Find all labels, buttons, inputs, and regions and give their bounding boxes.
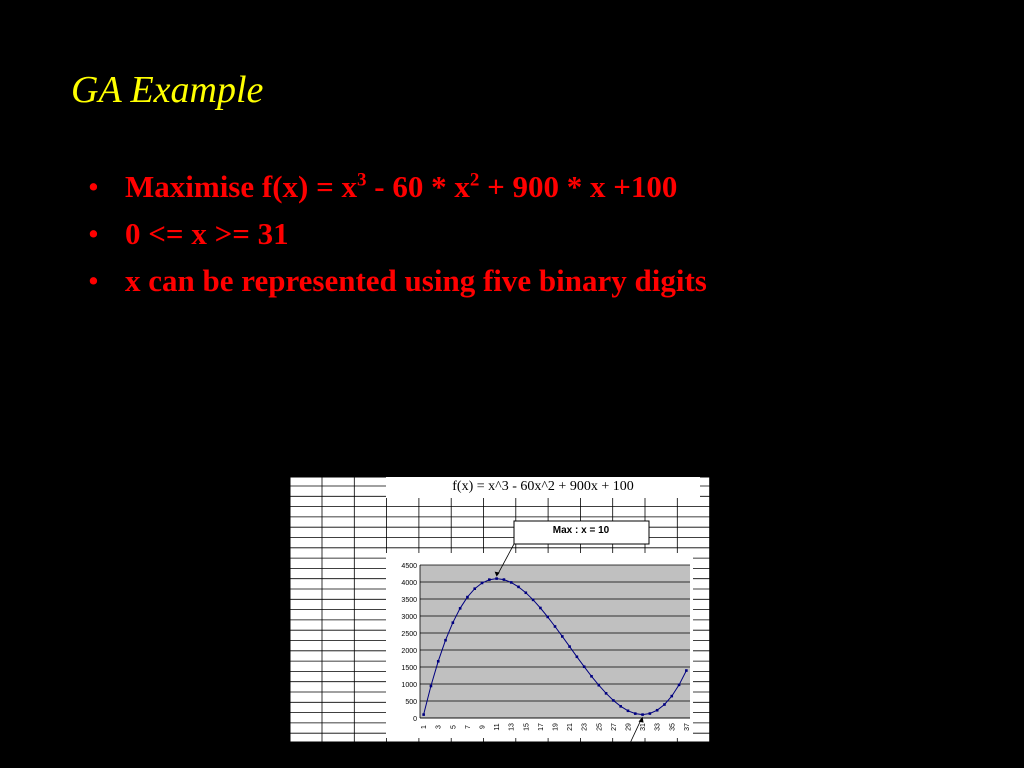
data-point	[525, 591, 528, 594]
data-point	[561, 635, 564, 638]
bullet-marker: •	[88, 169, 99, 204]
x-tick-label: 31	[640, 723, 648, 731]
y-tick-label: 2500	[401, 631, 417, 638]
data-point	[444, 639, 447, 642]
binary-text: x can be represented using five binary digits	[125, 263, 707, 298]
data-point	[678, 684, 681, 687]
data-point	[510, 581, 513, 584]
x-tick-label: 27	[610, 723, 618, 731]
plot-layer	[401, 544, 690, 742]
y-tick-label: 1000	[401, 682, 417, 689]
y-tick-label: 3000	[401, 614, 417, 621]
x-tick-label: 23	[581, 723, 589, 731]
data-point	[597, 684, 600, 687]
data-point	[473, 587, 476, 590]
y-tick-label: 2000	[401, 648, 417, 655]
chart-embed	[290, 477, 710, 742]
data-point	[546, 616, 549, 619]
data-point	[481, 582, 484, 585]
data-point	[576, 655, 579, 658]
exponent-2: 2	[469, 169, 480, 191]
data-point	[437, 660, 440, 663]
x-tick-label: 1	[421, 725, 429, 729]
data-point	[430, 685, 433, 688]
data-point	[641, 713, 644, 716]
data-point	[656, 709, 659, 712]
data-point	[685, 669, 688, 672]
data-point	[495, 577, 498, 580]
y-tick-label: 500	[405, 699, 417, 706]
x-tick-label: 29	[625, 723, 633, 731]
x-tick-label: 13	[508, 723, 516, 731]
y-tick-label: 4000	[401, 580, 417, 587]
data-point	[663, 703, 666, 706]
data-point	[517, 586, 520, 589]
data-point	[619, 705, 622, 708]
bullet-marker: •	[88, 216, 99, 251]
x-tick-label: 17	[537, 723, 545, 731]
data-point	[539, 607, 542, 610]
data-point	[488, 578, 491, 581]
data-point	[670, 695, 673, 698]
x-tick-label: 25	[596, 723, 604, 731]
function-mid: - 60 * x	[366, 169, 470, 204]
y-tick-label: 4500	[401, 563, 417, 570]
data-point	[627, 709, 630, 712]
annotation-label: Max : x = 10	[552, 525, 610, 536]
x-tick-label: 9	[479, 725, 487, 729]
x-tick-label: 33	[654, 723, 662, 731]
function-prefix: Maximise f(x) = x	[125, 169, 358, 204]
data-point	[466, 596, 469, 599]
x-tick-label: 11	[494, 723, 502, 731]
data-point	[583, 665, 586, 668]
data-point	[590, 675, 593, 678]
chart-svg	[290, 477, 710, 742]
x-tick-label: 19	[552, 723, 560, 731]
bullet-binary	[88, 257, 707, 304]
y-tick-label: 1500	[401, 665, 417, 672]
data-point	[503, 578, 506, 581]
x-tick-label: 15	[523, 723, 531, 731]
data-point	[634, 712, 637, 715]
data-point	[554, 625, 557, 628]
x-tick-label: 7	[464, 725, 472, 729]
bullet-marker: •	[88, 263, 99, 298]
y-tick-label: 0	[413, 716, 417, 723]
data-point	[612, 699, 615, 702]
data-point	[459, 607, 462, 610]
chart-title: f(x) = x^3 - 60x^2 + 900x + 100	[452, 479, 634, 494]
plot-area	[420, 565, 690, 718]
x-tick-label: 3	[435, 725, 443, 729]
data-point	[605, 692, 608, 695]
data-point	[532, 599, 535, 602]
data-point	[649, 712, 652, 715]
bullet-list	[88, 163, 707, 304]
slide-title: GA Example	[71, 69, 264, 111]
data-point	[422, 713, 425, 716]
data-point	[568, 645, 571, 648]
bullet-range	[88, 210, 707, 257]
bullet-function	[88, 163, 707, 210]
data-point	[452, 621, 455, 624]
y-tick-label: 3500	[401, 597, 417, 604]
exponent-3: 3	[357, 169, 367, 191]
x-tick-label: 35	[669, 723, 677, 731]
x-tick-label: 21	[567, 723, 575, 731]
range-text: 0 <= x >= 31	[125, 216, 289, 251]
function-suffix: + 900 * x +100	[479, 169, 678, 204]
x-tick-label: 5	[450, 725, 458, 729]
x-tick-label: 37	[683, 723, 691, 731]
